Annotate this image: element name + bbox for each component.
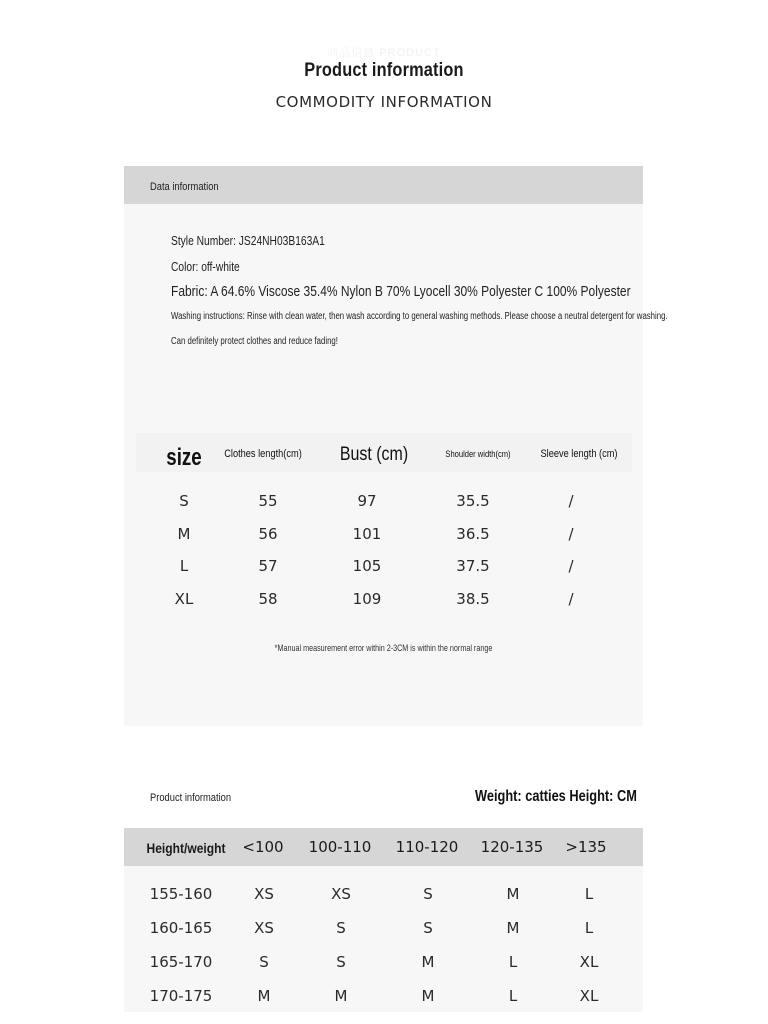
shoulder-cell: 38.5 <box>456 590 490 608</box>
weight-range-header: <100 <box>242 838 284 856</box>
height-cell: 165-170 <box>149 953 213 971</box>
data-information-label: Data information <box>150 181 219 193</box>
size-cell: L <box>584 919 594 937</box>
washing-instructions: Washing instructions: Rinse with clean water, then wash according to general washing methods. Please choose a neutral detergent for washing. <box>171 311 668 322</box>
size-cell: XS <box>254 919 274 937</box>
shoulder-width-header: Shoulder width(cm) <box>445 449 511 459</box>
color-info: Color: off-white <box>171 260 240 274</box>
sleeve-cell: / <box>568 590 574 608</box>
data-information-panel <box>124 166 668 726</box>
size-cell: L <box>508 953 518 971</box>
data-information-band <box>124 166 643 204</box>
size-cell: M <box>506 885 520 903</box>
size-cell: XL <box>579 987 599 1005</box>
size-cell: S <box>179 492 189 510</box>
size-cell: M <box>177 525 191 543</box>
size-cell: L <box>584 885 594 903</box>
size-cell: M <box>421 953 435 971</box>
weight-range-header: 120-135 <box>480 838 544 856</box>
size-cell: S <box>336 919 346 937</box>
length-cell: 55 <box>258 492 278 510</box>
size-cell: XL <box>579 953 599 971</box>
page-title: Product information <box>304 60 464 81</box>
height-weight-header: Height/weight <box>146 840 226 856</box>
product-information-label: Product information <box>150 792 232 804</box>
clothes-length-header: Clothes length(cm) <box>224 448 302 460</box>
ghost-title: 商品信息 PRODUCT <box>327 47 441 59</box>
size-cell: S <box>336 953 346 971</box>
fabric-info: Fabric: A 64.6% Viscose 35.4% Nylon B 70% Lyocell 30% Polyester C 100% Polyester <box>171 283 631 300</box>
size-recommendation-panel <box>124 828 643 1012</box>
weight-range-header: 110-120 <box>395 838 459 856</box>
bust-cell: 101 <box>352 525 382 543</box>
bust-cell: 109 <box>352 590 382 608</box>
style-number: Style Number: JS24NH03B163A1 <box>171 234 325 248</box>
size-cell: XS <box>331 885 351 903</box>
size-table-header <box>136 433 632 472</box>
size-header: size <box>166 444 202 471</box>
length-cell: 57 <box>258 557 278 575</box>
bust-cell: 97 <box>357 492 377 510</box>
bust-cell: 105 <box>352 557 382 575</box>
size-cell: XL <box>174 590 194 608</box>
length-cell: 58 <box>258 590 278 608</box>
size-cell: M <box>421 987 435 1005</box>
size-cell: M <box>257 987 271 1005</box>
shoulder-cell: 35.5 <box>456 492 490 510</box>
size-cell: M <box>334 987 348 1005</box>
height-cell: 160-165 <box>149 919 213 937</box>
bust-header: Bust (cm) <box>339 444 409 465</box>
shoulder-cell: 36.5 <box>456 525 490 543</box>
sleeve-length-header: Sleeve length (cm) <box>540 448 618 460</box>
length-cell: 56 <box>258 525 278 543</box>
page-subtitle: COMMODITY INFORMATION <box>275 93 493 111</box>
size-cell: L <box>508 987 518 1005</box>
size-cell: S <box>259 953 269 971</box>
sleeve-cell: / <box>568 525 574 543</box>
size-cell: L <box>179 557 189 575</box>
size-cell: XS <box>254 885 274 903</box>
measurement-note: *Manual measurement error within 2-3CM is within the normal range <box>274 643 493 653</box>
size-cell: S <box>423 919 433 937</box>
weight-range-header: >135 <box>565 838 607 856</box>
shoulder-cell: 37.5 <box>456 557 490 575</box>
units-note: Weight: catties Height: CM <box>475 788 637 805</box>
weight-range-header: 100-110 <box>308 838 372 856</box>
size-cell: S <box>423 885 433 903</box>
sleeve-cell: / <box>568 492 574 510</box>
height-cell: 170-175 <box>149 987 213 1005</box>
washing-note: Can definitely protect clothes and reduce fading! <box>171 336 338 347</box>
recommendation-header <box>124 828 643 866</box>
size-cell: M <box>506 919 520 937</box>
sleeve-cell: / <box>568 557 574 575</box>
height-cell: 155-160 <box>149 885 213 903</box>
